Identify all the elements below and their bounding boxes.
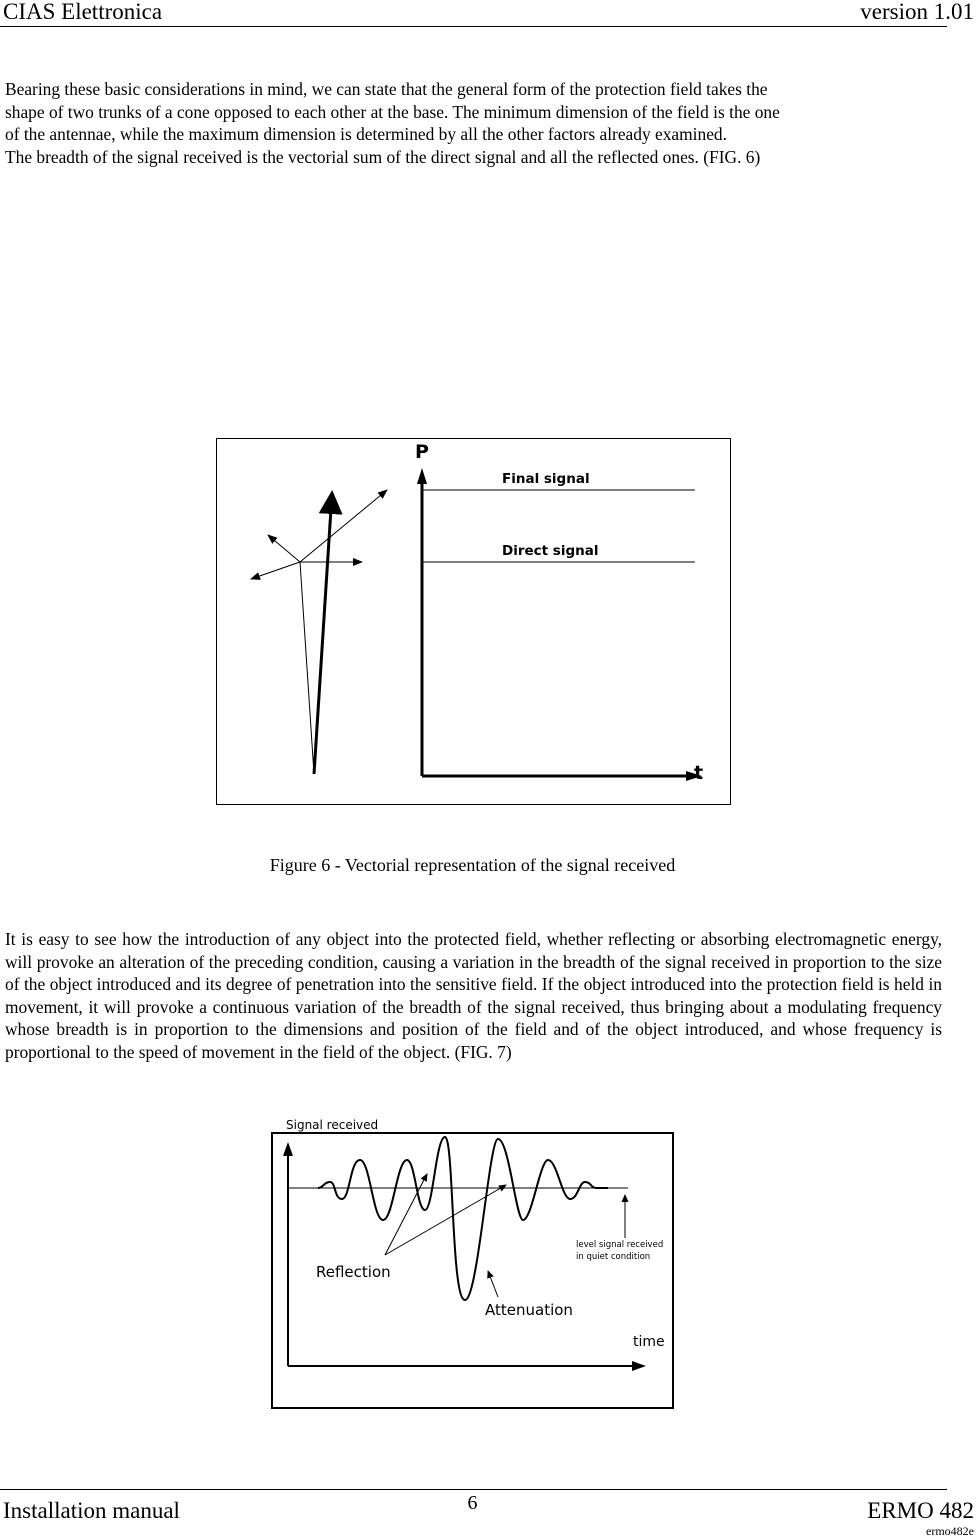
quiet-label-line1: level signal received [576, 1240, 664, 1250]
page-number: 6 [467, 1492, 478, 1514]
footer-rule [0, 1489, 947, 1490]
figure-7 [270, 1112, 680, 1412]
intro-line: shape of two trunks of a cone opposed to each other at the base. The minimum dimension of the field is the one [5, 101, 780, 122]
vector-diagram [251, 490, 387, 774]
reflected-vector-4 [251, 562, 300, 579]
figure-6-diagram [216, 438, 731, 805]
y-axis-label: Signal received [286, 1118, 379, 1132]
figure-6-frame [217, 439, 731, 805]
reflected-vector-1 [300, 490, 387, 562]
figure-6 [216, 438, 731, 805]
figure-7-diagram [270, 1112, 680, 1412]
p-axis-label: P [415, 441, 429, 463]
quiet-label-line2: in quiet condition [576, 1252, 651, 1262]
header-rule [0, 26, 947, 27]
attenuation-label: Attenuation [485, 1301, 573, 1319]
intro-line: of the antennae, while the maximum dimension is determined by all the other factors already examined. [5, 124, 727, 145]
x-axis-arrow [632, 1361, 646, 1371]
direct-signal-label: Direct signal [502, 543, 599, 559]
direct-vector [300, 562, 314, 774]
x-axis-label: time [633, 1334, 665, 1350]
body-paragraph: It is easy to see how the introduction of any object into the protected field, whether reflecting or absorbing electromagnetic energy, will provoke an alteration of the preceding condition, causing a variation in the breadth of the signal received in proportion to the size of the object introduced and its degree of penetration into the sensitive field. If the object introduced into the protection field is held in movement, it will provoke a continuous variation of the breadth of the signal received, thus bringing about a modulating frequency whose breadth is in proportion to the dimensions and position of the field and of the object introduced, and whose frequency is proportional to the speed of movement in the field of the object. (FIG. 7) [5, 929, 942, 1062]
figure-6-caption: Figure 6 - Vectorial representation of the signal received [269, 855, 676, 875]
header-company: CIAS Elettronica [3, 0, 163, 24]
intro-line: The breadth of the signal received is the vectorial sum of the direct signal and all the reflected ones. (FIG. 6) [5, 146, 761, 167]
final-signal-label: Final signal [502, 471, 590, 487]
footer-product: ERMO 482 [867, 1498, 974, 1523]
intro-line: Bearing these basic considerations in mind, we can state that the general form of the protection field takes the [5, 79, 768, 99]
page-header [0, 0, 977, 28]
header-version: version 1.01 [860, 0, 974, 24]
p-axis-arrow [417, 468, 427, 484]
reflection-label: Reflection [316, 1263, 391, 1281]
intro-paragraph [5, 78, 942, 168]
y-axis-arrow [283, 1142, 293, 1156]
footer-manual-title: Installation manual [3, 1498, 180, 1523]
t-axis-label: t [694, 762, 704, 784]
final-vector [314, 493, 332, 774]
reflected-vector-2 [268, 535, 300, 562]
attenuation-pointer [488, 1271, 498, 1297]
footer-doc-code: ermo482e [926, 1524, 974, 1538]
